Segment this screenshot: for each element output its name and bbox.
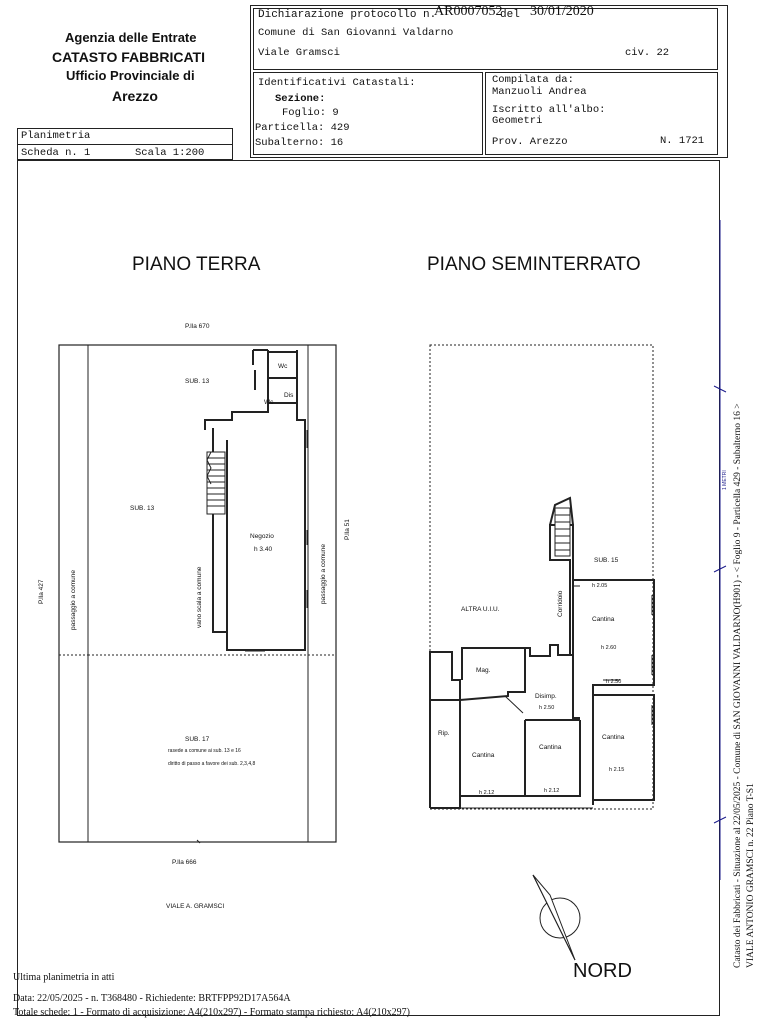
label-h205: h 2.05 — [592, 583, 608, 589]
protocol-number: AR0007052 — [434, 4, 503, 19]
label-wc-1: Wc — [278, 363, 288, 370]
label-h212-a: h 2.12 — [479, 790, 495, 796]
particella: Particella: 429 — [255, 122, 350, 134]
province: Prov. Arezzo — [492, 136, 568, 148]
north-label: NORD — [573, 960, 632, 982]
label-vano-scala: vano scala a comune — [196, 566, 203, 628]
label-sub17-note2: diritto di passo a favore dei sub. 2,3,4,8 — [168, 761, 256, 767]
sezione: Sezione: — [275, 93, 326, 105]
label-cantina-2: Cantina — [539, 744, 562, 751]
label-disimp: Disimp. — [535, 693, 557, 700]
ground-stairs — [207, 452, 225, 514]
label-wc-2: Wc — [264, 399, 274, 406]
label-corridoio: Corridoio — [557, 590, 564, 617]
agency-name: Agenzia delle Entrate — [65, 30, 197, 45]
albo-value: Geometri — [492, 115, 543, 127]
label-sub13-left: SUB. 13 — [130, 505, 155, 512]
scheda-label: Scheda n. 1 — [21, 147, 91, 159]
foglio: Foglio: 9 — [282, 107, 339, 119]
side-markers — [714, 220, 726, 880]
footer-totale-line: Totale schede: 1 - Formato di acquisizione: A4(210x297) - Formato stampa richiesto: A4(210x297) — [13, 1007, 410, 1018]
subalterno: Subalterno: 16 — [255, 137, 344, 149]
footer-data-line: Data: 22/05/2025 - n. T368480 - Richiedente: BRTFPP92D17A564A — [13, 993, 291, 1004]
street: Viale Gramsci — [258, 47, 340, 59]
label-plla-666: P.lla 666 — [172, 859, 197, 866]
label-cantina-4: Cantina — [472, 752, 495, 759]
ultima-planimetria: Ultima planimetria in atti — [13, 972, 115, 983]
planimetria-label: Planimetria — [21, 130, 91, 142]
civic-number: civ. 22 — [625, 47, 670, 59]
label-h215: h 2.15 — [609, 767, 625, 773]
compiled-name: Manzuoli Andrea — [492, 86, 587, 98]
label-h250-a: h 2.50 — [606, 679, 622, 685]
label-negozio: Negozio — [250, 533, 274, 540]
basement-walls — [430, 498, 654, 808]
ground-floor-title: PIANO TERRA — [132, 254, 261, 275]
side-scale-label: 1 METRI — [722, 470, 728, 490]
office-name: CATASTO FABBRICATI — [52, 49, 205, 65]
compiled-title: Compilata da: — [492, 74, 574, 86]
ground-windows — [245, 430, 307, 651]
label-plla-427: P.lla 427 — [38, 579, 45, 604]
label-negozio-height: h 3.40 — [254, 546, 273, 553]
label-via-gramsci: VIALE A. GRAMSCI — [166, 903, 225, 910]
protocol-date: 30/01/2020 — [530, 4, 594, 19]
label-rip: Rip. — [438, 730, 450, 737]
provincial-office: Ufficio Provinciale di — [66, 68, 195, 83]
basement-windows — [573, 586, 652, 725]
label-h250-b: h 2.50 — [539, 705, 555, 711]
label-passaggio-right: passaggio a comune — [320, 544, 327, 604]
basement-title: PIANO SEMINTERRATO — [427, 254, 641, 275]
north-arrow-icon — [533, 875, 580, 960]
label-sub15: SUB. 15 — [594, 557, 619, 564]
ident-title: Identificativi Catastali: — [258, 77, 416, 89]
label-mag: Mag. — [476, 667, 491, 674]
label-plla-670: P.lla 670 — [185, 323, 210, 330]
label-altra-uiu: ALTRA U.I.U. — [461, 606, 500, 613]
scala-label: Scala 1:200 — [135, 147, 205, 159]
vertical-info-1: Catasto dei Fabbricati - Situazione al 22/05/2025 - Comune di SAN GIOVANNI VALDARNO(H901) - < Foglio 9 - Particella 429 - Subalterno 16 > — [733, 403, 743, 968]
registration-number: N. 1721 — [660, 135, 705, 147]
vertical-info-2: VIALE ANTONIO GRAMSCI n. 22 Piano T-S1 — [746, 783, 756, 968]
label-sub13-top: SUB. 13 — [185, 378, 210, 385]
municipality: Comune di San Giovanni Valdarno — [258, 27, 454, 39]
label-passaggio-left: passaggio a comune — [70, 570, 77, 630]
label-h212-b: h 2.12 — [544, 788, 560, 794]
label-plla-51: P.lla 51 — [344, 519, 351, 540]
declaration-label: Dichiarazione protocollo n. — [258, 9, 437, 21]
label-sub17: SUB. 17 — [185, 736, 210, 743]
label-sub17-note1: rasede a comune ai sub. 13 e 16 — [168, 748, 241, 754]
albo-title: Iscritto all'albo: — [492, 104, 606, 116]
label-h260: h 2.60 — [601, 645, 617, 651]
label-dis: Dis — [284, 392, 294, 399]
label-cantina-1: Cantina — [592, 616, 615, 623]
del-label: del — [500, 9, 520, 21]
office-city: Arezzo — [112, 88, 158, 104]
label-cantina-3: Cantina — [602, 734, 625, 741]
